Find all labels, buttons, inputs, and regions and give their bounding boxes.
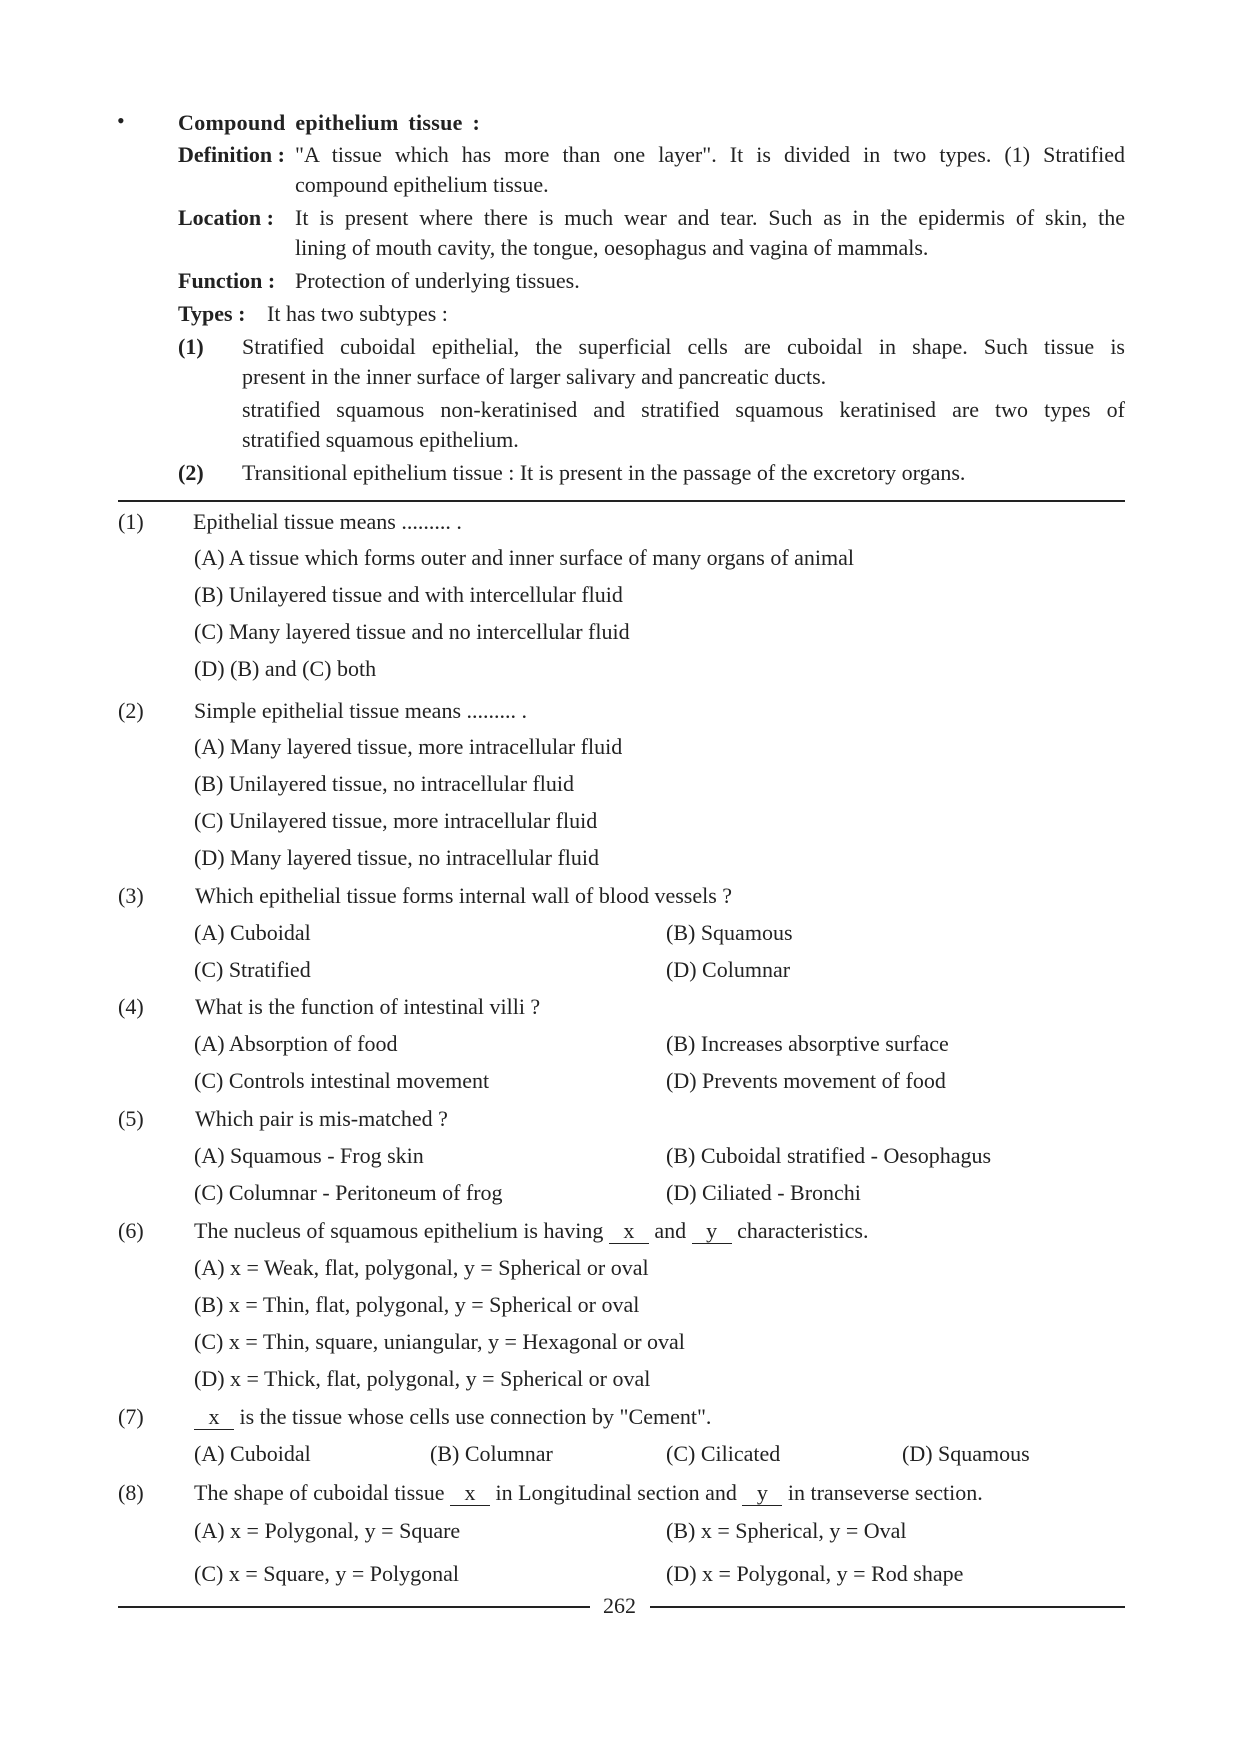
option-a: (A) Absorption of food [194, 1031, 398, 1056]
type-text-line: Transitional epithelium tissue : It is present in the passage of the excretory organs. [242, 460, 966, 485]
option-a: (A) A tissue which forms outer and inner surface of many organs of animal [194, 545, 855, 570]
question-text: What is the function of intestinal villi ? [195, 994, 541, 1019]
page-number: 262 [603, 1593, 636, 1618]
definition-text-line: "A tissue which has more than one layer". It is divided in two types. (1) Stratified [295, 142, 1125, 167]
question-number: (5) [118, 1106, 144, 1131]
option-b: (B) Unilayered tissue and with intercellular fluid [194, 582, 623, 607]
question-number: (4) [118, 994, 144, 1019]
type-text-line: stratified squamous epithelium. [242, 427, 519, 452]
definition-text-line: compound epithelium tissue. [295, 172, 549, 197]
option-d: (D) x = Polygonal, y = Rod shape [666, 1561, 964, 1586]
question-text-part: The shape of cuboidal tissue [194, 1480, 445, 1505]
type-text-line: present in the inner surface of larger salivary and pancreatic ducts. [242, 364, 827, 389]
option-b: (B) Unilayered tissue, no intracellular fluid [194, 771, 574, 796]
question-number: (2) [118, 698, 144, 723]
question-text-part: in transeverse section. [787, 1480, 983, 1505]
option-d: (D) x = Thick, flat, polygonal, y = Spherical or oval [194, 1366, 651, 1391]
option-c: (C) Stratified [194, 957, 311, 982]
blank-y: y [692, 1219, 732, 1244]
location-text-line: It is present where there is much wear and tear. Such as in the epidermis of skin, the [295, 205, 1125, 230]
option-b: (B) Squamous [666, 920, 793, 945]
option-a: (A) Cuboidal [194, 920, 311, 945]
option-c: (C) x = Thin, square, uniangular, y = Hexagonal or oval [194, 1329, 685, 1354]
option-c: (C) Many layered tissue and no intercellular fluid [194, 619, 630, 644]
option-d: (D) Columnar [666, 957, 791, 982]
types-label: Types : [178, 301, 246, 326]
option-d: (D) (B) and (C) both [194, 656, 377, 681]
question-text-part: and [654, 1218, 687, 1243]
question-text: Simple epithelial tissue means ......... . [194, 698, 528, 723]
option-d: (D) Many layered tissue, no intracellular fluid [194, 845, 600, 870]
definition-label: Definition : [178, 142, 285, 167]
option-a: (A) Squamous - Frog skin [194, 1143, 424, 1168]
blank-x: x [450, 1481, 490, 1506]
option-c: (C) x = Square, y = Polygonal [194, 1561, 459, 1586]
blank-x: x [194, 1405, 234, 1430]
option-c: (C) Unilayered tissue, more intracellular fluid [194, 808, 598, 833]
option-a: (A) Many layered tissue, more intracellular fluid [194, 734, 623, 759]
question-text-part: is the tissue whose cells use connection by "Cement". [239, 1404, 712, 1429]
bullet-icon: • [117, 108, 125, 133]
section-heading: Compound epithelium tissue : [178, 110, 481, 135]
question-text: Epithelial tissue means ......... . [193, 509, 462, 534]
footer-rule-right [650, 1606, 1125, 1608]
option-b: (B) x = Thin, flat, polygonal, y = Spherical or oval [194, 1292, 640, 1317]
option-d: (D) Squamous [902, 1441, 1030, 1466]
blank-y: y [742, 1481, 782, 1506]
option-d: (D) Prevents movement of food [666, 1068, 946, 1093]
question-text: Which pair is mis-matched ? [195, 1106, 448, 1131]
function-label: Function : [178, 268, 276, 293]
question-text [194, 1402, 711, 1432]
type-text-line: Stratified cuboidal epithelial, the superficial cells are cuboidal in shape. Such tissue is [242, 334, 1125, 359]
option-b: (B) x = Spherical, y = Oval [666, 1518, 907, 1543]
type-number: (1) [178, 334, 204, 359]
type-number: (2) [178, 460, 204, 485]
question-number: (3) [118, 883, 144, 908]
option-c: (C) Controls intestinal movement [194, 1068, 490, 1093]
question-number: (8) [118, 1480, 144, 1505]
question-text-part: characteristics. [737, 1218, 869, 1243]
option-c: (C) Columnar - Peritoneum of frog [194, 1180, 503, 1205]
question-text [194, 1216, 868, 1246]
question-text: Which epithelial tissue forms internal wall of blood vessels ? [195, 883, 733, 908]
option-a: (A) x = Weak, flat, polygonal, y = Spherical or oval [194, 1255, 649, 1280]
option-b: (B) Cuboidal stratified - Oesophagus [666, 1143, 992, 1168]
section-divider [118, 500, 1125, 502]
type-text-line: stratified squamous non-keratinised and stratified squamous keratinised are two types of [242, 397, 1125, 422]
option-b: (B) Columnar [430, 1441, 553, 1466]
option-a: (A) Cuboidal [194, 1441, 311, 1466]
question-text-part: The nucleus of squamous epithelium is having [194, 1218, 604, 1243]
question-number: (7) [118, 1404, 144, 1429]
option-a: (A) x = Polygonal, y = Square [194, 1518, 461, 1543]
blank-x: x [609, 1219, 649, 1244]
option-d: (D) Ciliated - Bronchi [666, 1180, 861, 1205]
question-number: (6) [118, 1218, 144, 1243]
option-b: (B) Increases absorptive surface [666, 1031, 949, 1056]
types-text: It has two subtypes : [267, 301, 448, 326]
location-label: Location : [178, 205, 274, 230]
location-text-line: lining of mouth cavity, the tongue, oesophagus and vagina of mammals. [295, 235, 929, 260]
question-number: (1) [118, 509, 144, 534]
option-c: (C) Cilicated [666, 1441, 781, 1466]
function-text: Protection of underlying tissues. [295, 268, 580, 293]
question-text-part: in Longitudinal section and [495, 1480, 737, 1505]
question-text [194, 1478, 983, 1508]
footer-rule-left [118, 1606, 590, 1608]
